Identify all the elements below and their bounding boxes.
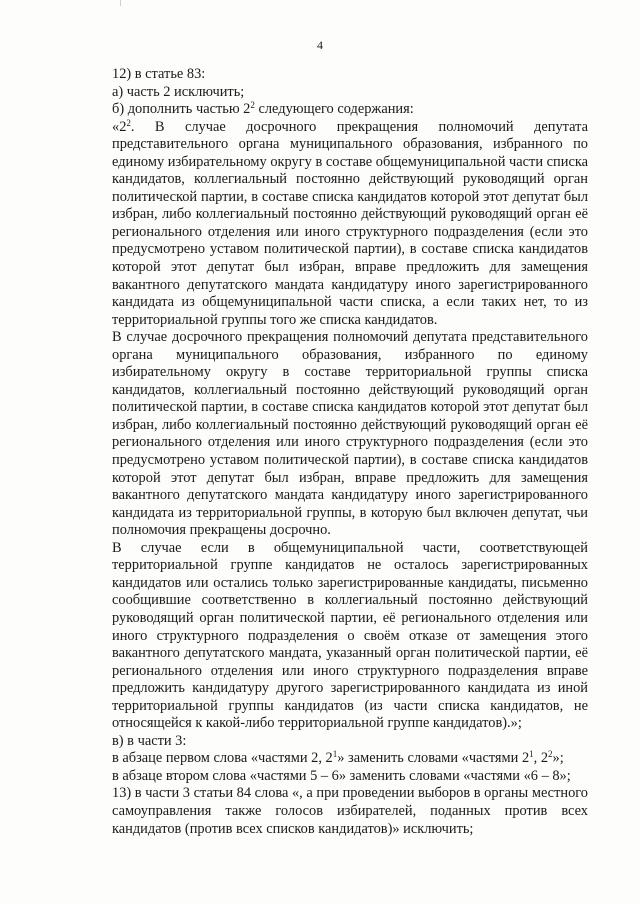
item-12a [112, 84, 588, 102]
paragraph-2-2-text: . В случае досрочного прекращения полномочий депутата представительного органа муниципального образования, избранного по единому избирательному округу в составе общемуниципальной части списка кандидатов, коллегиальный постоянно действующий руководящий орган политической партии, в составе списка кандидатов которой этот депутат был избран, либо коллегиальный постоянно действующий руководящий орган её регионального отделения или иного структурного подразделения (если это предусмотрено уставом политической партии), в составе списка кандидатов которой этот депутат был избран, вправе предложить для замещения вакантного депутатского мандата кандидатуру иного зарегистрированного кандидата из общемуниципальной части списка, а если таких нет, то из территориальной группы того же списка кандидатов. [112, 118, 588, 328]
item-12a-text: а) часть 2 исключить; [112, 83, 245, 100]
paragraph-territorial-text: В случае досрочного прекращения полномочий депутата представительного органа муниципального образования, избранного по единому избирательному округу в составе территориальной группы списка кандидатов, коллегиальный постоянно действующий руководящий орган политической партии, в составе списка кандидатов которой этот депутат был избран, либо коллегиальный постоянно действующий руководящий орган её регионального отделения или иного структурного подразделения (если это предусмотрено уставом политической партии), в составе списка кандидатов которой этот депутат был избран, вправе предложить для замещения вакантного депутатского мандата кандидатуру иного зарегистрированного кандидата из территориальной группы, в которую был включен депутат, чьи полномочия прекращены досрочно. [112, 329, 588, 539]
item-12v-second [112, 768, 588, 786]
item-12-text: 12) в статье 83: [112, 66, 206, 82]
item-12v [112, 733, 588, 751]
item-13-text: 13) в части 3 статьи 84 слова «, а при проведении выборов в органы местного самоуправления также голосов избирателей, поданных против всех кандидатов (против всех списков кандидатов)» исключить; [112, 785, 588, 837]
item-12v-first [112, 750, 588, 768]
scan-mark [120, 0, 121, 6]
item-12v-first-d: »; [552, 750, 564, 767]
paragraph-no-candidates-text: В случае если в общемуниципальной части, соответствующей территориальной группе кандидатов не осталось зарегистрированных кандидатов или остались только зарегистрированные кандидаты, письменно сообщившие соответственно в коллегиальный постоянно действующий руководящий орган политической партии, её регионального отделения или иного структурного подразделения о своём отказе от замещения этого вакантного депутатского мандата, указанный орган политической партии, её регионального отделения или иного структурного подразделения вправе предложить кандидатуру другого зарегистрированного кандидата из иной территориальной группы кандидатов (из части списка кандидатов, не относящейся к какой-либо территориальной группе кандидатов).»; [112, 539, 588, 732]
document-body [112, 66, 588, 838]
item-12b-text-end: следующего содержания: [254, 101, 414, 118]
item-12v-first-a: в абзаце первом слова «частями 2, 2 [112, 750, 333, 767]
paragraph-2-2-lead: «2 [112, 118, 127, 135]
item-12 [112, 66, 588, 84]
item-12v-first-c: , 2 [533, 750, 549, 767]
paragraph-no-candidates [112, 540, 588, 733]
item-13 [112, 785, 588, 838]
item-12v-second-text: в абзаце втором слова «частями 5 – 6» заменить словами «частями «6 – 8»; [112, 767, 571, 784]
superscript: 2 [250, 100, 255, 111]
superscript: 2 [126, 117, 131, 128]
paragraph-2-2 [112, 119, 588, 330]
item-12v-text: в) в части 3: [112, 732, 187, 749]
superscript: 1 [332, 749, 338, 760]
item-12b-text: б) дополнить частью 2 [112, 101, 251, 118]
superscript: 1 [529, 749, 534, 760]
superscript: 2 [548, 749, 553, 760]
item-12v-first-b: » заменить словами «частями 2 [337, 750, 530, 767]
page-number: 4 [317, 38, 323, 52]
item-12b [112, 101, 588, 119]
paragraph-territorial [112, 329, 588, 540]
